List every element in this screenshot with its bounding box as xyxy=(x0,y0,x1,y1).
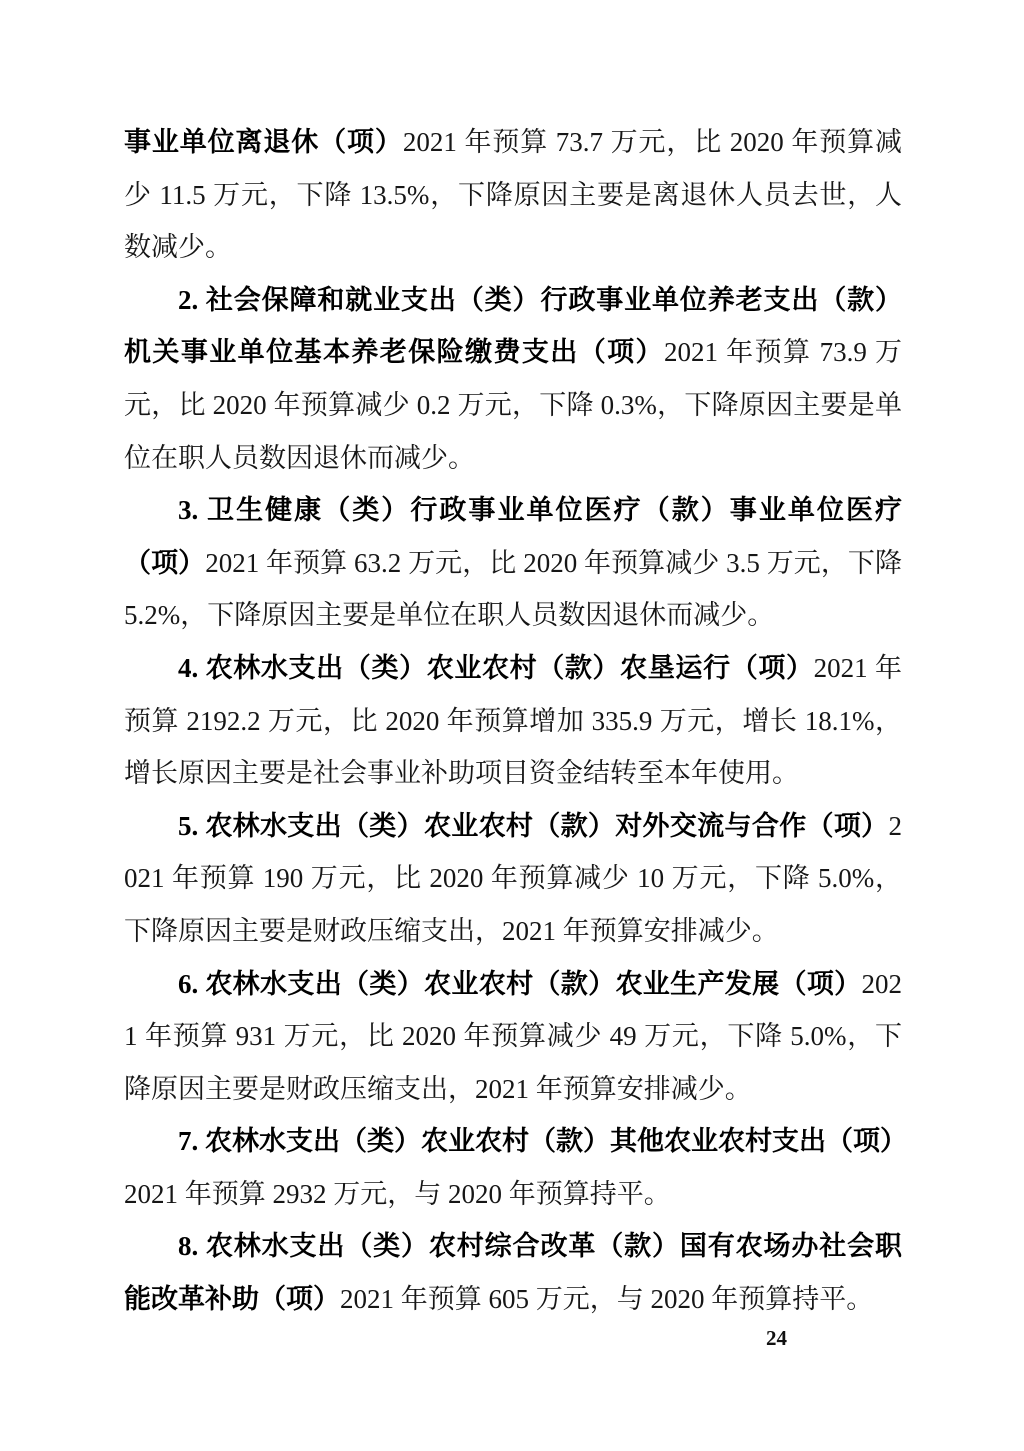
paragraph-body: 2021 年预算 605 万元，与 2020 年预算持平。 xyxy=(340,1284,874,1315)
paragraph-body: 2021 年预算 2932 万元，与 2020 年预算持平。 xyxy=(124,1178,671,1209)
paragraph-item-7 xyxy=(124,1115,907,1220)
text-block xyxy=(124,116,907,1326)
paragraph-body: 2021 年预算 73.9 万元，比 2020 年预算减少 0.2 万元，下降 0.3%，下降原因主要是单位在职人员数因退休而减少。 xyxy=(124,337,903,473)
paragraph-heading: 6. 农林水支出（类）农业农村（款）农业生产发展（项） xyxy=(178,968,862,999)
paragraph-body: 2021 年预算 931 万元，比 2020 年预算减少 49 万元，下降 5.0%，下降原因主要是财政压缩支出，2021 年预算安排减少。 xyxy=(124,968,902,1104)
page-number: 24 xyxy=(766,1326,787,1350)
paragraph-body: 2021 年预算 190 万元，比 2020 年预算减少 10 万元，下降 5.0%，下降原因主要是财政压缩支出，2021 年预算安排减少。 xyxy=(124,810,902,946)
paragraph-item-6 xyxy=(124,958,902,1116)
paragraph-item-3 xyxy=(124,484,902,642)
paragraph-heading: 8. 农林水支出（类）农村综合改革（款）国有农场办社会职能改革补助（项） xyxy=(124,1231,902,1315)
paragraph-retirement-item xyxy=(124,116,902,274)
paragraph-body: 2021 年预算 73.7 万元，比 2020 年预算减少 11.5 万元，下降 13.5%，下降原因主要是离退休人员去世，人数减少。 xyxy=(124,127,903,263)
paragraph-heading: 2. 社会保障和就业支出（类）行政事业单位养老支出（款）机关事业单位基本养老保险缴费支出（项） xyxy=(124,284,902,368)
paragraph-item-2 xyxy=(124,274,902,484)
paragraph-heading: 5. 农林水支出（类）农业农村（款）对外交流与合作（项） xyxy=(178,810,889,841)
paragraph-item-4 xyxy=(124,642,902,800)
paragraph-body: 2021 年预算 63.2 万元，比 2020 年预算减少 3.5 万元，下降 5.2%，下降原因主要是单位在职人员数因退休而减少。 xyxy=(124,547,903,631)
paragraph-body: 2021 年预算 2192.2 万元，比 2020 年预算增加 335.9 万元，增长 18.1%，增长原因主要是社会事业补助项目资金结转至本年使用。 xyxy=(124,652,903,789)
paragraph-heading: 3. 卫生健康（类）行政事业单位医疗（款）事业单位医疗（项） xyxy=(124,495,902,578)
paragraph-item-5 xyxy=(124,800,902,958)
paragraph-heading: 事业单位离退休（项） xyxy=(124,127,403,157)
paragraph-heading: 7. 农林水支出（类）农业农村（款）其他农业农村支出（项） xyxy=(178,1126,907,1157)
paragraph-item-8 xyxy=(124,1220,902,1325)
paragraph-heading: 4. 农林水支出（类）农业农村（款）农垦运行（项） xyxy=(178,652,814,683)
